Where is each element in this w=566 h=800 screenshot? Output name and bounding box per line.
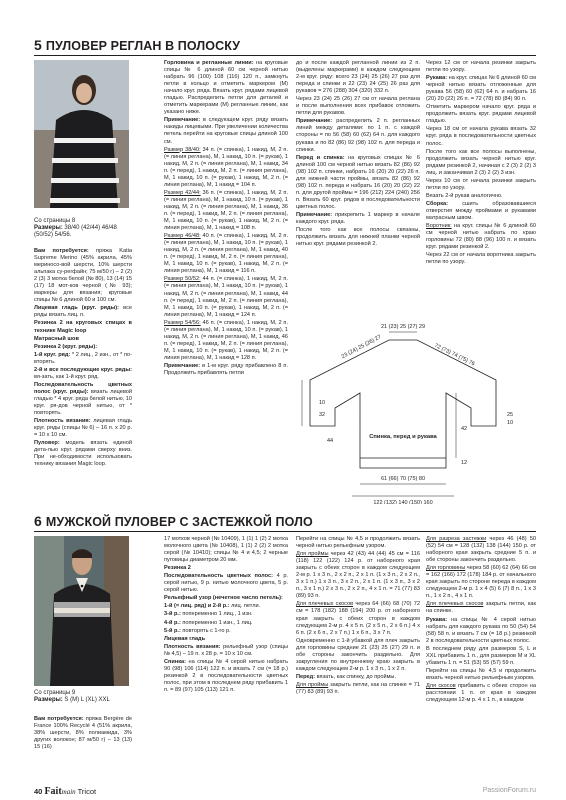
body-text: 36 п. (= спинка), 1 накид, М, 2 п. (= линия реглана), М, 1 накид, 10 п. (= рукав), 1 накид, М, 2 п. (= линия реглана), М, 1 накид, 36 п. (= перед), 1 накид, М, 2 п. (= линия реглана), М, 1 накид, 10 п. (= рукав), 1 накид, М, 2 п. (= линия реглана), М, 1 накид = 108 п. bbox=[164, 189, 288, 232]
diagram-hem-width-label: 122 (132) 140 (150) 160 bbox=[373, 500, 433, 504]
paragraph bbox=[296, 638, 420, 673]
paragraph bbox=[426, 75, 536, 103]
body-text: 40 п. (= спинка), 1 накид, М, 2 п. (= линия реглана), М, 1 накид, 10 п. (= рукав), 1 накид, М, 2 п. (= линия реглана), М, 1 накид, 40 п. (= перед), 1 накид, М, 2 п. (= линия реглана), М, 1 накид, 10 п. (= рукав), 1 накид, М, 2 п. (= линия реглана), М, 1 накид = 116 п. bbox=[164, 233, 288, 275]
body-text: на круг. спицы № 6 длиной 60 см черной нитью набрать по краю горловины 72 (80) 88 (96) 100 п. и вязать круг. рядами резинкой 2. bbox=[426, 223, 536, 251]
lead-term: Лицевая гладь (круг. ряды): bbox=[34, 305, 120, 312]
body-text: Отметить маркером начало круг. ряда и продолжить вязать круг. рядами лицевой гладью. bbox=[426, 104, 536, 125]
section-5-column-2 bbox=[164, 60, 288, 512]
body-text: пряжа Katia Supreme Merino (45% акрила, 45% мериносо-вой шерсти, 10% шерсти альпака су-perфайн; 75 м/50 г) – 2 (2) 2 (3) 3 мотка белой (№ 80), 13 (14) 15 (17) 18 мот-ков черной (№ 93); маркеры для вязания; круговые спицы № 6 длиной 60 и 100 см. bbox=[34, 248, 132, 304]
diagram-neck-label: 21 (23) 25 (27) 29 bbox=[380, 324, 426, 330]
paragraph bbox=[164, 320, 288, 362]
paragraph bbox=[34, 352, 132, 366]
section-5-page-ref: Со страницы 8 bbox=[34, 218, 76, 224]
lead-term: 1-й круг. ряд: bbox=[34, 351, 71, 358]
body-text: 34 п. (= спинка), 1 накид, М, 2 п. (= линия реглана), М, 1 накид, 10 п. (= рукав), 1 накид, М, 2 п. (= линия реглана), М, 1 накид, 34 п. (= перед), 1 накид, М, 2 п. (= линия реглана), М, 1 накид, 10 п. (= рукав), 1 накид, М, 2 п. (= линия реглана), М, 1 накид = 104 п. bbox=[164, 146, 288, 188]
sub-heading: Для плечевых скосов bbox=[426, 601, 484, 608]
lead-term: Лицевая гладь bbox=[164, 635, 206, 642]
paragraph bbox=[296, 155, 420, 211]
sub-heading: Размер 54/56: bbox=[164, 319, 201, 326]
sub-heading: Для проймы bbox=[296, 681, 329, 688]
body-text: Перейти на спицы № 4,5 и продолжить вязать черной нитью рельефным узором. bbox=[296, 536, 420, 550]
lead-term: Последовательность цветных полос: bbox=[164, 573, 273, 580]
lead-term: Рукава: bbox=[426, 616, 448, 623]
body-text: После того как все полосы выполнены, продолжить вязать черной нитью круг. рядами резинкой 2, начиная с 2 (3) 2 (2) 3 лиц. и заканчивая 2 (3) 2 (2) 3 изн. bbox=[426, 148, 536, 176]
section-5-column-1 bbox=[34, 248, 132, 510]
paragraph bbox=[164, 363, 288, 377]
body-text: прикрепить 1 маркер в начале каждого круг. ряда. bbox=[296, 211, 420, 226]
body-text: Одновременно с 1-й убавкой для плеч закрыть для горловины средние 21 (23) 25 (27) 29 п. и обе стороны закончить раздельно. Для закругления по внутреннему краю закрыть в каждом следующем 2-м р. 1 х 3 п., 1 х 2 п. bbox=[296, 637, 420, 672]
paragraph bbox=[426, 223, 536, 251]
diagram-sleeve-left-label: 10 bbox=[318, 400, 326, 406]
body-text: закрыть петли, как на спинке. bbox=[426, 601, 536, 615]
paragraph bbox=[426, 126, 536, 147]
body-text: через 42 (43) 44 (44) 45 см = 116 (118) 122 (122) 124 р. от наборного края закрыть с обеих сторон в каждом следующем 2-м р. 1 х 3 п., 2 х 2 п., 2 х 1 п. (1 х 3 п., 2 х 2 п., 3 х 1 п.) 1 х 3 п., 3 х 2 п., 2 х 1 п. (1 х 3 п., 3 х 2 п., 3 х 1 п.) 2 х 3 п., 2 х 2 п., 4 х 1 п. = 71 (77) 83 (89) 93 п. bbox=[296, 551, 420, 600]
body-text: После того как все полосы связаны, продолжить вязать для нижней планки черной нитью круг. рядами резинкой 2. bbox=[296, 227, 420, 248]
lead-term: 1-й (= лиц. ряд) и 2-й р.: bbox=[164, 603, 230, 610]
lead-term: Примечание: bbox=[164, 362, 201, 369]
sub-heading: Размер 38/40: bbox=[164, 146, 201, 153]
lead-term: Вам потребуется: bbox=[34, 716, 84, 722]
diagram-sleeve-width-label: 72 (73) 74 (75) 76 bbox=[433, 342, 476, 368]
page-number: 40 bbox=[34, 787, 43, 796]
body-text: Через 23 (24) 25 (26) 27 см от начала реглана и после выполнения всех прибавок отложить петли для рукавов. bbox=[296, 96, 420, 117]
site-watermark: PassionForum.ru bbox=[482, 787, 536, 794]
body-text: Перейти на спицы № 4,5 и продолжить вязать черной нитью рельефным узором. bbox=[426, 667, 536, 681]
sub-heading: Размер 50/52: bbox=[164, 276, 201, 283]
lead-term: Резинка 2 (круг. ряды): bbox=[34, 343, 98, 350]
body-text: на круг. спицах № 6 длиной 60 см черной нитью вязать отложенные для рукава 56 (58) 60 (62) 64 п. и набрать 16 (20) 20 (22) 26 п. = 72 (78) 80 (84) 90 п. bbox=[426, 75, 536, 103]
body-text: на круговых спицах № 6 длиной 100 см черной нитью вязать 82 (86) 92 (98) 102 п. спинки, набрать 16 (20) 20 (22) 26 п. для нижней части проймы, вязать 82 (86) 92 (98) 102 п. переда и набрать 16 (20) 20 (22) 22 п. для другой проймы = 196 (212) 224 (240) 256 п. Вязать 60 круг. рядов в последовательности цветных полос. bbox=[296, 154, 420, 210]
brand-part-c: Tricot bbox=[77, 787, 97, 796]
sub-heading: Для проймы bbox=[296, 551, 329, 558]
section-5-title bbox=[34, 37, 240, 53]
section-5-column-4 bbox=[426, 60, 536, 322]
paragraph bbox=[426, 617, 536, 645]
body-text: повторять с 1-го р. bbox=[180, 627, 231, 634]
paragraph bbox=[164, 620, 288, 627]
section-6-column-4 bbox=[426, 536, 536, 782]
body-text: * 2 лиц., 2 изн., от * по-вторять. bbox=[34, 351, 132, 365]
body-text: до и после каждой регланной линии из 2 п. (выделены маркерами) в каждом следующем 2-м круг. ряду: всего 23 (24) 25 (26) 27 раз для переда и спинки и 22 (23) 24 (25) 26 раз для рукавов = 276 (288) 304 (320) 332 п. bbox=[296, 60, 420, 95]
diagram-body-width-label: 61 (66) 70 (75) 80 bbox=[380, 476, 426, 482]
magazine-brand bbox=[44, 786, 75, 797]
lead-term: 2-й и все последующие круг. ряды: bbox=[34, 366, 132, 373]
paragraph bbox=[34, 248, 132, 304]
body-text: 4 р. серой нитью, 9 р. нитью молочного цвета, 5 р. серой нитью. bbox=[164, 573, 288, 594]
paragraph bbox=[426, 565, 536, 600]
lead-term: Резинка 2 на круговых спицах в технике Magic loop bbox=[34, 320, 132, 334]
paragraph bbox=[296, 674, 420, 681]
diagram-ribbing-label: 12 bbox=[460, 460, 468, 466]
body-text: 46 п. (= спинка), 1 накид, М, 2 п. (= линия реглана), М, 1 накид, 10 п. (= рукав), 1 накид, М, 2 п. (= линия реглана), М, 1 накид, 46 п. (= перед), 1 накид, М, 2 п. (= линия реглана), М, 1 накид, 10 п. (= рукав), 1 накид, М, 2 п. (= линия реглана), М, 1 накид = 128 п. bbox=[164, 319, 288, 361]
paragraph bbox=[164, 595, 288, 602]
paragraph bbox=[296, 551, 420, 600]
diagram-cuff-right-label: 10 bbox=[506, 420, 514, 426]
paragraph bbox=[426, 201, 536, 222]
section-6-title bbox=[34, 513, 313, 529]
body-text: в 1-м круг. ряду прибавлено 8 п. Продолжить прибавлять петли bbox=[164, 362, 288, 377]
paragraph bbox=[34, 418, 132, 439]
lead-term: Горловина и регланные линии: bbox=[164, 60, 254, 66]
lead-term: Плотность вязания: bbox=[34, 418, 91, 425]
section-5-model-photo bbox=[34, 60, 129, 208]
section-5-heading: ПУЛОВЕР РЕГЛАН В ПОЛОСКУ bbox=[45, 39, 241, 53]
paragraph bbox=[426, 601, 536, 615]
sub-heading: Для скосов bbox=[426, 682, 456, 689]
section-6-heading: МУЖСКОЙ ПУЛОВЕР С ЗАСТЕЖКОЙ ПОЛО bbox=[45, 515, 313, 529]
sub-heading: Для горловины bbox=[426, 565, 466, 572]
paragraph bbox=[164, 117, 288, 145]
body-text: попеременно 1 изн., 1 лиц. bbox=[180, 619, 253, 626]
lead-term: Примечание: bbox=[296, 118, 333, 125]
body-text: 44 п. (= спинка), 1 накид, М, 2 п. (= линия реглана), М, 1 накид, 10 п. (= рукав), 1 накид, М, 2 п. (= линия реглана), М, 1 накид, 44 п. (= перед), 1 накид, М, 2 п. (= линия реглана), М, 1 накид, 10 п. (= рукав), 1 накид, М, 2 п. (= линия реглана), М, 1 накид = 124 п. bbox=[164, 276, 288, 318]
paragraph bbox=[296, 682, 420, 696]
brand-part-a: Fait bbox=[44, 786, 62, 797]
diagram-part-label: Спинка, перед и рукава bbox=[369, 434, 437, 440]
lead-term: 5-й р.: bbox=[164, 627, 181, 634]
body-text: В последнем ряду для размеров S, L и XXL прибавить 1 п., для размеров M и XL убавить 1 п. = 51 (53) 55 (57) 59 п. bbox=[426, 645, 536, 666]
paragraph bbox=[164, 644, 288, 658]
paragraph bbox=[34, 716, 132, 751]
sub-heading: Для разреза застежки bbox=[426, 536, 487, 542]
section-6-page-ref: Со страницы 9 bbox=[34, 690, 76, 696]
section-5-rule bbox=[34, 55, 536, 56]
paragraph bbox=[164, 60, 288, 116]
lead-term: Плотность вязания: bbox=[164, 643, 221, 650]
body-text: лиц. петли. bbox=[229, 603, 261, 610]
page-footer bbox=[34, 786, 96, 797]
lead-term: Резинка 2 bbox=[164, 565, 191, 572]
paragraph bbox=[296, 601, 420, 636]
paragraph bbox=[426, 668, 536, 682]
lead-term: Матрасный шов bbox=[34, 335, 79, 342]
body-text: Через 22 см от начала воротника закрыть петли по узору. bbox=[426, 252, 536, 266]
lead-term: Примечание: bbox=[164, 117, 201, 124]
section-6-rule bbox=[34, 531, 536, 532]
sub-heading: Для плечевых скосов bbox=[296, 601, 354, 608]
lead-term: Сборка: bbox=[426, 200, 449, 207]
paragraph bbox=[164, 636, 288, 643]
paragraph bbox=[164, 536, 288, 564]
sub-heading: Размер 46/48: bbox=[164, 233, 201, 240]
body-text: на спицы № 4 серой нитью набрать 90 (98) 106 (114) 122 п. и вязать 7 см (= 18 р.) резинкой 2 в последовательности цветных полос, при этом в последнем ряду прибавить 1 п. = 89 (97) 105 (113) 121 п. bbox=[164, 658, 288, 693]
body-text: лицевая гладь круг. ряды (спицы № 6) – 16 п. х 20 р. = 10 х 10 см. bbox=[34, 418, 132, 439]
paragraph bbox=[34, 440, 132, 468]
section-6-caption bbox=[34, 690, 129, 704]
paragraph bbox=[164, 628, 288, 635]
paragraph bbox=[296, 96, 420, 117]
diagram-left-edge-label: 44 bbox=[326, 438, 334, 444]
body-text: Вязать 2-й рукав аналогично. bbox=[426, 192, 503, 199]
section-5-sizes-label: Размеры: bbox=[34, 225, 63, 232]
lead-term: Рельефный узор (нечетное число петель): bbox=[164, 595, 283, 602]
paragraph bbox=[426, 193, 536, 200]
section-5-sizes-value: 38/40 (42/44) 46/48 (50/52) 54/56. bbox=[34, 225, 117, 239]
body-text: вязать лицевой гладью * 4 круг. ряда белой нитью, 10 круг. ря-дов черной нитью, от * повторять. bbox=[34, 388, 132, 417]
paragraph bbox=[164, 147, 288, 189]
lead-term: Перед: bbox=[296, 673, 316, 680]
section-5-sizes bbox=[34, 225, 129, 239]
body-text: модель вязать единой дета-лью круг. рядами сверху вниз. При не-обходимости использовать технику вязания Magic loop. bbox=[34, 440, 132, 468]
body-text: попеременно 1 лиц., 1 изн. bbox=[180, 611, 253, 618]
body-text: распределить 2 п. регланных линий между деталями: по 1 п. с каждой стороны = по 56 (58) 60 (62) 64 п. для каждого рукава и по 82 (86) 92 (98) 102 п. для переда и спинки. bbox=[296, 118, 420, 153]
body-text: Через 12 см от начала резинки закрыть петли по узору. bbox=[426, 60, 536, 74]
paragraph bbox=[426, 104, 536, 125]
paragraph bbox=[164, 565, 288, 572]
paragraph bbox=[164, 603, 288, 610]
paragraph bbox=[296, 212, 420, 226]
diagram-body-depth-label: 42 bbox=[460, 426, 468, 432]
section-6-sizes bbox=[34, 697, 129, 704]
lead-term: Спинка: bbox=[164, 658, 187, 665]
diagram-cuff-left-label: 32 bbox=[318, 412, 326, 418]
section-5-schematic bbox=[296, 318, 536, 504]
paragraph bbox=[34, 305, 132, 319]
paragraph bbox=[426, 60, 536, 74]
body-text: на спицы № 4 серой нитью набрать для каждого рукава по 50 (54) 54 (58) 58 п. и вязать 7 см (= 18 р.) резинкой 2 в последовательности цветных полос. bbox=[426, 616, 536, 644]
body-text: прибавить с обеих сторон на расстоянии 1 п. от края в каждом следующем 12-м р. 4 х 1 п., в каждом bbox=[426, 682, 536, 704]
body-text: через 46 (48) 50 (52) 54 см = 128 (132) 138 (144) 150 р. от наборного края закрыть средние 5 п. и обе стороны закончить раздельно. bbox=[426, 536, 536, 564]
diagram-raglan-label: 23 (24) 25 (26) 27 bbox=[340, 334, 383, 361]
brand-part-b: main bbox=[61, 788, 76, 796]
paragraph bbox=[164, 611, 288, 618]
paragraph bbox=[164, 573, 288, 594]
paragraph bbox=[296, 118, 420, 153]
paragraph bbox=[34, 367, 132, 381]
body-text: на круговые спицы № 6 длиной 60 см черной нитью набрать 96 (100) 108 (116) 120 п., замкнуть петли в кольцо и отметить маркером (М) начало круг. ряда. Вязать круг. рядами лицевой гладью. Распределить петли для деталей и отметить маркерами (М) регланные линии, как указано ниже. bbox=[164, 60, 288, 116]
body-text: вязать, как спинку, до проймы. bbox=[315, 673, 397, 680]
lead-term: 4-й р.: bbox=[164, 619, 181, 626]
paragraph bbox=[34, 344, 132, 351]
body-text: сшить образовавшиеся отверстия между проймами и рукавами матрасным швом. bbox=[426, 200, 536, 221]
paragraph bbox=[296, 60, 420, 95]
paragraph bbox=[34, 336, 132, 343]
paragraph bbox=[164, 233, 288, 275]
lead-term: Рукава: bbox=[426, 75, 448, 82]
paragraph bbox=[426, 646, 536, 667]
body-text: Через 10 см от начала резинки закрыть петли по узору. bbox=[426, 177, 536, 191]
paragraph bbox=[164, 659, 288, 694]
section-6-column-2 bbox=[164, 536, 288, 782]
paragraph bbox=[426, 252, 536, 266]
body-text: закрыть петли, как на спинке = 71 (77) 83 (89) 93 п. bbox=[296, 681, 420, 695]
lead-term: Последовательность цветных полос (круг. ряды): bbox=[34, 381, 132, 395]
section-6-sizes-label: Размеры: bbox=[34, 697, 63, 704]
body-text: вя-зать, как 1-й круг. ряд. bbox=[34, 373, 99, 380]
body-text: в следующем круг. ряду вязать накиды лицевыми. При увеличении количества петель перейти на круговые спицы длиной 100 см. bbox=[164, 117, 288, 145]
section-5-column-3 bbox=[296, 60, 420, 322]
paragraph bbox=[34, 382, 132, 417]
body-text: через 64 (66) 68 (70) 72 см = 178 (182) 188 (194) 200 р. от наборного края закрыть с обеих сторон в каждом следующем 2-м р. 4 х 5 п. (2 х 5 п., 2 х 6 п.) 4 х 6 п. (2 х 6 п., 2 х 7 п.) 1 х 6 п., 3 х 7 п. bbox=[296, 601, 420, 636]
section-5-caption bbox=[34, 218, 129, 240]
diagram-sleeve-right-label: 25 bbox=[506, 412, 514, 418]
sub-heading: Воротник: bbox=[426, 223, 452, 230]
body-text: пряжа Bergère de France 100% Recyclé 4 (51% акрила, 38% шерсти, 8% полиамида, 3% других волокон; 87 м/50 г) – 13 (13) 15 (16) bbox=[34, 716, 132, 751]
lead-term: Вам потребуется: bbox=[34, 248, 89, 254]
section-6-number: 6 bbox=[34, 513, 42, 529]
paragraph bbox=[34, 320, 132, 334]
lead-term: 3-й р.: bbox=[164, 611, 181, 618]
lead-term: Перед и спинка: bbox=[296, 154, 345, 161]
section-6-column-3 bbox=[296, 536, 420, 782]
body-text: через 58 (60) 62 (64) 66 см = 162 (166) 172 (178) 184 р. от начального края закрыть по стороне переда в каждом следующем 2-м р. 1 х 4 (5) 6 (7) 8 п., 1 х 3 п., 1 х 2 п., 4 х 1 п. bbox=[426, 565, 536, 600]
section-6-sizes-value: S (M) L (XL) XXL bbox=[64, 697, 110, 704]
paragraph bbox=[426, 149, 536, 177]
lead-term: Примечание: bbox=[296, 211, 333, 218]
body-text: Через 18 см от начала рукава вязать 32 круг. ряда в последовательности цветных полос. bbox=[426, 126, 536, 147]
lead-term: Пуловер: bbox=[34, 440, 60, 447]
body-text: рельефный узор (спицы № 4,5) – 19 п. х 28 р. = 10 х 10 см. bbox=[164, 643, 288, 657]
section-6-column-1 bbox=[34, 716, 132, 782]
paragraph bbox=[164, 190, 288, 232]
paragraph bbox=[426, 683, 536, 704]
section-6-model-photo bbox=[34, 536, 129, 686]
paragraph bbox=[164, 276, 288, 318]
paragraph bbox=[426, 178, 536, 192]
sub-heading: Размер 42/44: bbox=[164, 189, 201, 196]
paragraph bbox=[296, 227, 420, 248]
section-5-number: 5 bbox=[34, 37, 42, 53]
paragraph bbox=[426, 536, 536, 564]
body-text: все ряды вязать лиц. п. bbox=[34, 305, 132, 319]
body-text: 17 мотков черной (№ 10409), 1 (1) 1 (2) 2 мотка молочного цвета (№ 10408), 1 (1) 2 (2) 2 мотка серой (№ 10410); спицы № 4 и 4,5; 2 черные пуговицы диаметром 20 мм. bbox=[164, 536, 288, 564]
paragraph bbox=[296, 536, 420, 550]
